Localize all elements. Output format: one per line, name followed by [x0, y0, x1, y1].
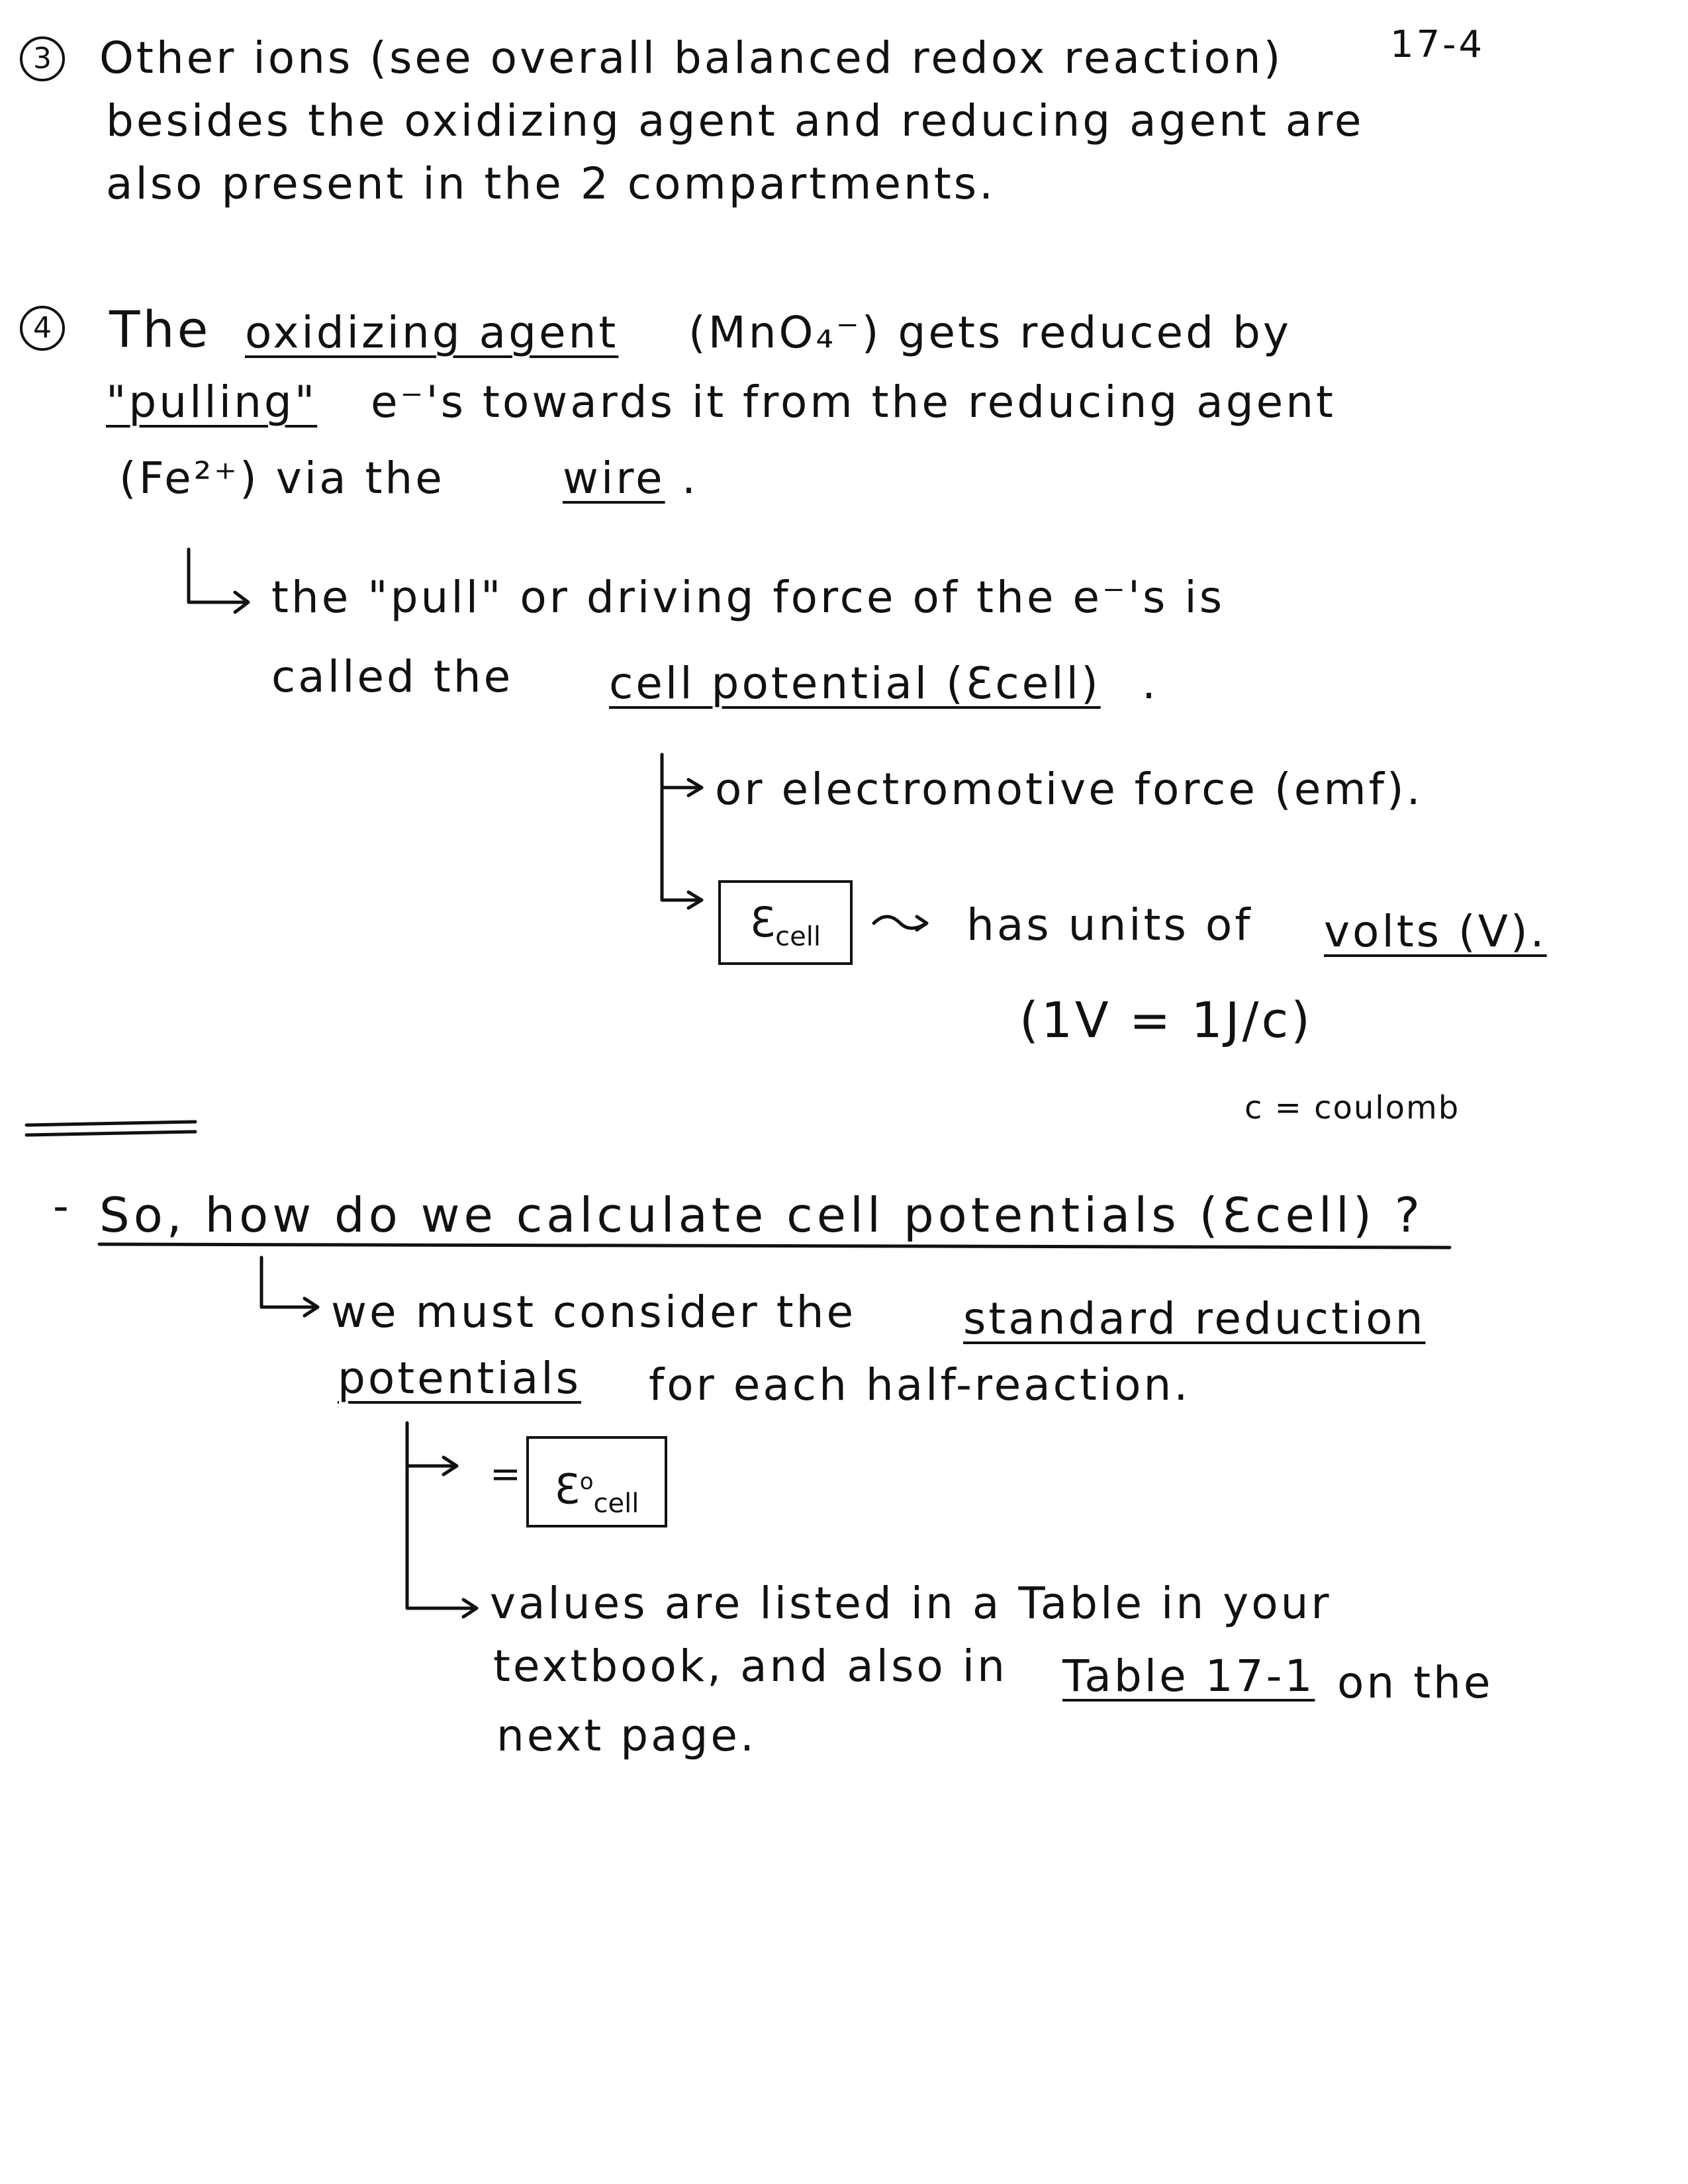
values-line-3: next page.	[496, 1710, 757, 1761]
ecell-symbol: Ɛ	[750, 898, 776, 946]
point-4-line-1-start: The	[109, 300, 211, 359]
question-dash: -	[53, 1181, 71, 1232]
pull-sub-line-2-start: called the	[271, 651, 514, 702]
cell-potential-term: cell potential (Ɛcell)	[609, 658, 1101, 709]
emf-alternative: or electromotive force (emf).	[715, 764, 1423, 815]
point-3-line-2: besides the oxidizing agent and reducing agent are	[106, 95, 1364, 146]
question-underline	[99, 1244, 1450, 1248]
bracket-arrow-icon	[662, 754, 702, 908]
answer-line-2-end: for each half-reaction.	[649, 1359, 1191, 1410]
pull-sub-line-2-end: .	[1142, 658, 1158, 709]
separator-line-bottom	[26, 1132, 195, 1135]
point-4-line-3-end: .	[682, 453, 698, 504]
question-line: So, how do we calculate cell potentials (Ɛcell) ?	[99, 1187, 1425, 1243]
table-17-1-term: Table 17-1	[1062, 1651, 1315, 1702]
standard-ecell-symbol: Ɛ	[554, 1465, 580, 1514]
equals-sign: =	[490, 1453, 524, 1496]
values-line-2-start: textbook, and also in	[493, 1641, 1008, 1692]
answer-arrow-icon	[261, 1257, 318, 1316]
values-bracket-icon	[407, 1423, 477, 1617]
pulling-term: "pulling"	[106, 377, 318, 428]
point-4-line-2: e⁻'s towards it from the reducing agent	[371, 377, 1336, 428]
page-number: 17-4	[1390, 23, 1485, 66]
volt-definition: (1V = 1J/c)	[1019, 992, 1313, 1049]
answer-line-1-start: we must consider the	[331, 1287, 857, 1338]
standard-ecell-subscript: cell	[593, 1488, 639, 1520]
wire-term: wire	[563, 453, 665, 504]
coulomb-note: c = coulomb	[1244, 1089, 1460, 1126]
squiggle-arrow-icon	[874, 917, 927, 930]
point-4-number: 4	[20, 306, 65, 351]
ecell-subscript: cell	[775, 921, 821, 952]
hook-arrow-icon	[189, 549, 248, 612]
volts-term: volts (V).	[1324, 906, 1547, 957]
standard-reduction-term: standard reduction	[963, 1293, 1426, 1344]
point-3-number: 3	[20, 36, 65, 81]
pull-sub-line-1: the "pull" or driving force of the e⁻'s is	[271, 572, 1225, 623]
standard-ecell-superscript: o	[579, 1469, 594, 1495]
point-3-line-3: also present in the 2 compartments.	[106, 158, 996, 209]
values-line-2-end: on the	[1337, 1657, 1493, 1708]
values-line-1: values are listed in a Table in your	[490, 1578, 1332, 1629]
potentials-term: potentials	[338, 1353, 581, 1404]
point-3-line-1: Other ions (see overall balanced redox reaction)	[99, 32, 1284, 83]
units-text: has units of	[966, 899, 1253, 950]
point-4-line-1-end: (MnO₄⁻) gets reduced by	[688, 307, 1291, 358]
oxidizing-agent-term: oxidizing agent	[245, 307, 619, 358]
separator-line-top	[26, 1122, 195, 1125]
point-4-line-3-start: (Fe²⁺) via the	[119, 453, 445, 504]
